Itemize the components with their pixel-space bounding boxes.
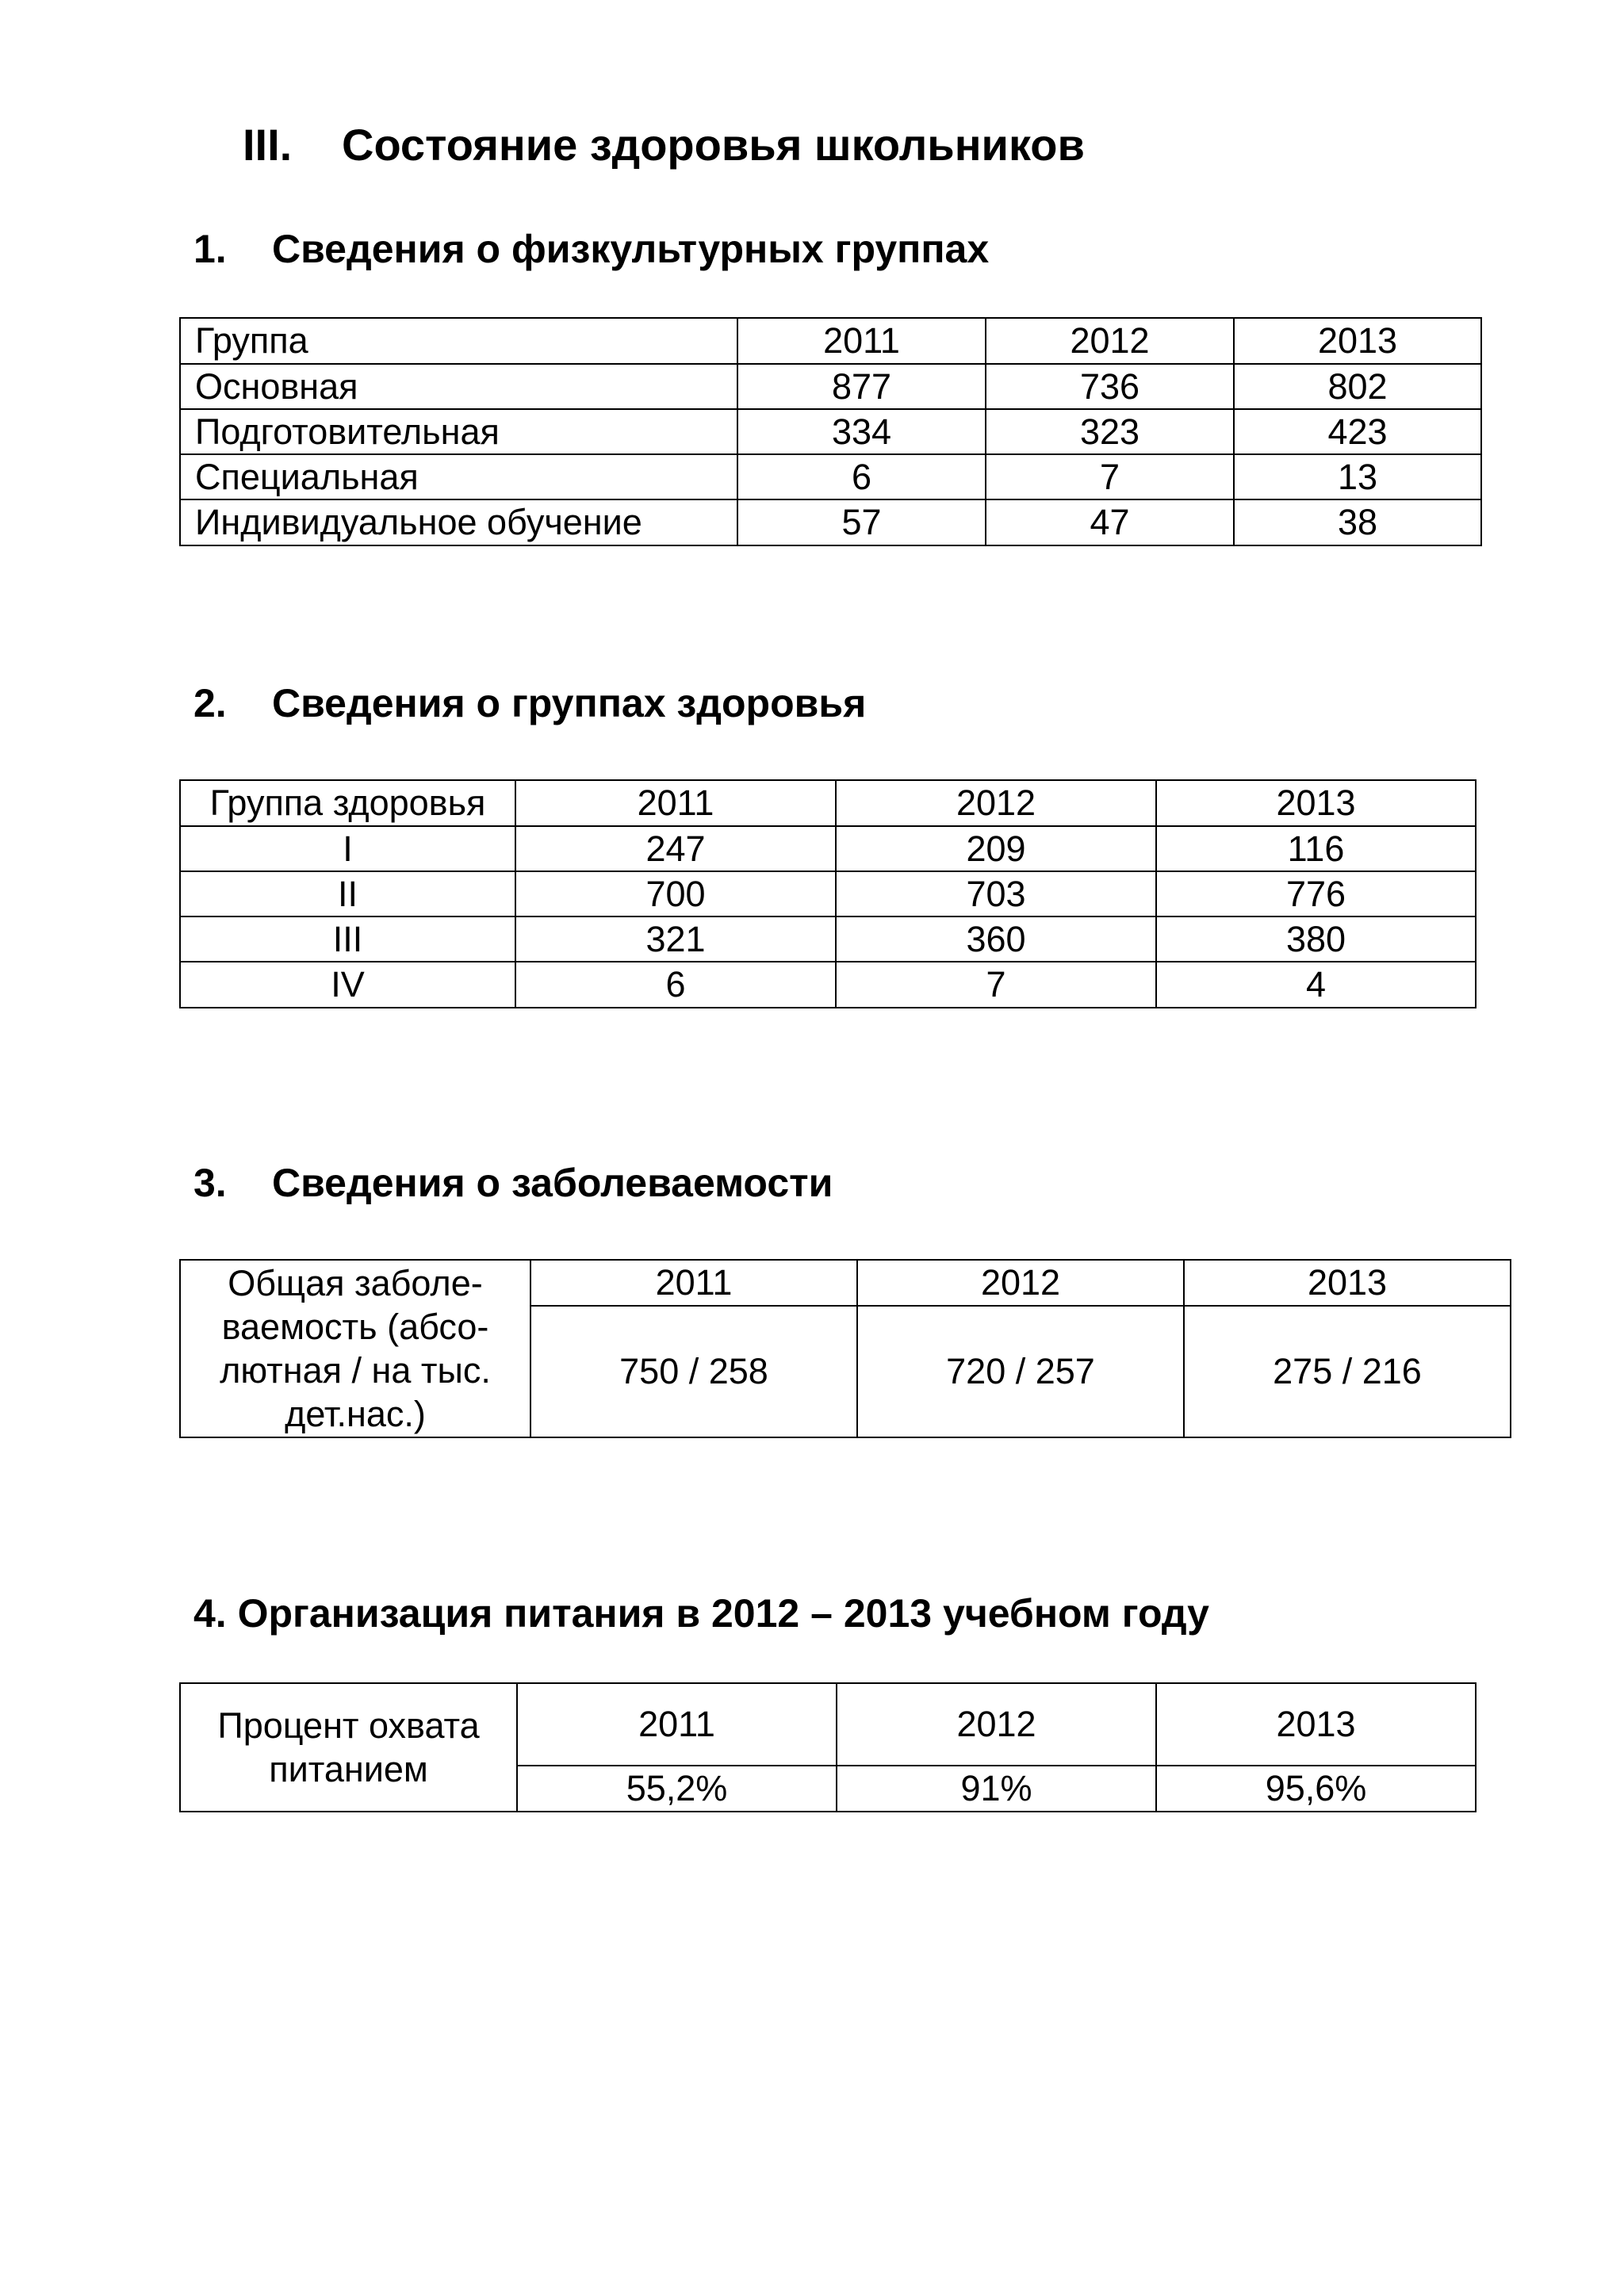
table-cell: 13 [1234, 454, 1481, 499]
table-row [180, 454, 1481, 499]
label-line: дет.нас.) [285, 1394, 426, 1434]
table-cell: 334 [737, 409, 986, 454]
morbidity-row-label [180, 1260, 530, 1437]
label-line: питанием [269, 1749, 428, 1789]
row-label: II [180, 871, 515, 916]
column-header-year: 2012 [836, 780, 1156, 826]
nutrition-table [179, 1682, 1477, 1812]
label-line: лютная / на тыс. [220, 1350, 491, 1391]
table-row [180, 364, 1481, 409]
table-row [180, 826, 1476, 871]
column-header-year: 2013 [1184, 1260, 1511, 1306]
table-header-row [180, 780, 1476, 826]
section-4-heading [193, 1589, 1209, 1638]
column-header-year: 2013 [1156, 780, 1476, 826]
table-cell: 275 / 216 [1184, 1306, 1511, 1437]
table-row [180, 409, 1481, 454]
table-cell: 323 [986, 409, 1234, 454]
table-cell: 720 / 257 [857, 1306, 1184, 1437]
label-line: Общая заболе- [228, 1263, 483, 1303]
table-cell: 877 [737, 364, 986, 409]
label-line: ваемость (абсо- [221, 1307, 489, 1347]
table-row [180, 871, 1476, 916]
nutrition-row-label [180, 1683, 517, 1812]
table-cell: 38 [1234, 499, 1481, 545]
section-4-title: 4. Организация питания в 2012 – 2013 учебном году [193, 1591, 1209, 1636]
table-cell: 802 [1234, 364, 1481, 409]
table-header-row [180, 1683, 1476, 1766]
column-header-group: Группа [180, 318, 737, 364]
column-header-year: 2013 [1156, 1683, 1476, 1766]
column-header-year: 2013 [1234, 318, 1481, 364]
table-cell: 423 [1234, 409, 1481, 454]
column-header-year: 2011 [737, 318, 986, 364]
table-cell: 380 [1156, 916, 1476, 962]
section-2-heading [193, 679, 866, 728]
table-cell: 7 [836, 962, 1156, 1008]
table-cell: 6 [515, 962, 836, 1008]
page-title-number: III. [243, 120, 293, 170]
table-row [180, 962, 1476, 1008]
row-label: I [180, 826, 515, 871]
table-cell: 247 [515, 826, 836, 871]
table-cell: 4 [1156, 962, 1476, 1008]
column-header-year: 2011 [530, 1260, 857, 1306]
page-title-text: Состояние здоровья школьников [342, 120, 1085, 170]
table-cell: 360 [836, 916, 1156, 962]
section-1-heading [193, 224, 989, 274]
section-1-number: 1. [193, 227, 227, 271]
row-label: Подготовительная [180, 409, 737, 454]
table-row [180, 499, 1481, 545]
section-1-title: Сведения о физкультурных группах [272, 227, 990, 271]
column-header-year: 2012 [857, 1260, 1184, 1306]
label-line: Процент охвата [217, 1705, 480, 1746]
row-label: III [180, 916, 515, 962]
table-cell: 776 [1156, 871, 1476, 916]
column-header-year: 2011 [517, 1683, 837, 1766]
table-row [180, 916, 1476, 962]
table-cell: 703 [836, 871, 1156, 916]
table-cell: 6 [737, 454, 986, 499]
row-label: IV [180, 962, 515, 1008]
column-header-year: 2012 [986, 318, 1234, 364]
section-3-number: 3. [193, 1161, 227, 1205]
table-cell: 95,6% [1156, 1766, 1476, 1812]
section-2-number: 2. [193, 681, 227, 725]
table-cell: 116 [1156, 826, 1476, 871]
table-cell: 47 [986, 499, 1234, 545]
table-cell: 736 [986, 364, 1234, 409]
row-label: Индивидуальное обучение [180, 499, 737, 545]
table-cell: 209 [836, 826, 1156, 871]
table-cell: 700 [515, 871, 836, 916]
column-header-year: 2012 [837, 1683, 1156, 1766]
table-cell: 55,2% [517, 1766, 837, 1812]
table-cell: 750 / 258 [530, 1306, 857, 1437]
health-groups-table [179, 779, 1477, 1008]
column-header-health-group: Группа здоровья [180, 780, 515, 826]
section-3-title: Сведения о заболеваемости [272, 1161, 833, 1205]
column-header-year: 2011 [515, 780, 836, 826]
morbidity-table [179, 1259, 1511, 1438]
page-title [243, 117, 1085, 173]
table-cell: 57 [737, 499, 986, 545]
table-cell: 321 [515, 916, 836, 962]
section-3-heading [193, 1158, 833, 1207]
section-2-title: Сведения о группах здоровья [272, 681, 867, 725]
table-header-row [180, 1260, 1511, 1306]
row-label: Основная [180, 364, 737, 409]
table-header-row [180, 318, 1481, 364]
physical-groups-table [179, 317, 1482, 546]
row-label: Специальная [180, 454, 737, 499]
table-cell: 7 [986, 454, 1234, 499]
table-cell: 91% [837, 1766, 1156, 1812]
